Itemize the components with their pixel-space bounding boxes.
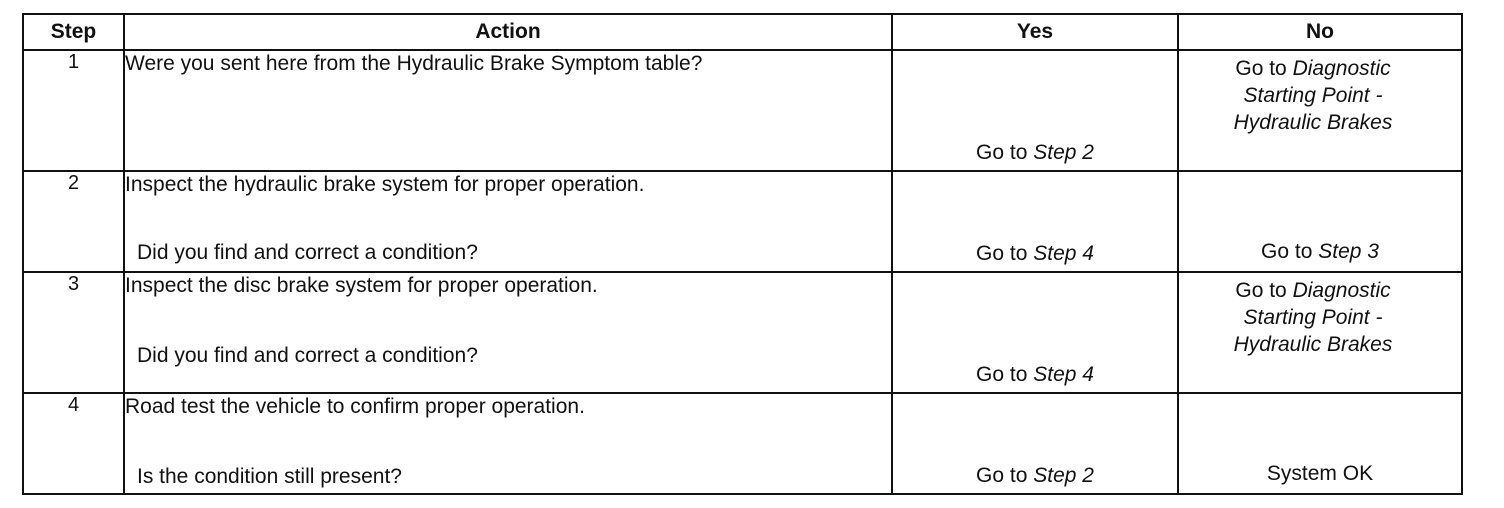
no-result (1179, 239, 1461, 265)
no-step-link[interactable]: Step 3 (1318, 240, 1379, 263)
no-cell (1178, 171, 1462, 272)
no-diagnostic-link-line1[interactable]: Diagnostic (1292, 279, 1391, 302)
table-row (23, 393, 1462, 494)
no-diagnostic-link-line2[interactable]: Starting Point - (1243, 306, 1383, 329)
table-header-row (23, 14, 1462, 50)
yes-prefix: Go to (976, 464, 1028, 487)
no-diagnostic-link-line3[interactable]: Hydraulic Brakes (1233, 333, 1393, 356)
yes-prefix: Go to (976, 141, 1028, 164)
yes-cell (892, 393, 1178, 494)
action-text: Road test the vehicle to confirm proper operation. (125, 395, 585, 418)
no-cell (1178, 50, 1462, 171)
no-cell (1178, 393, 1462, 494)
action-text: Were you sent here from the Hydraulic Brake Symptom table? (125, 52, 703, 75)
step-number: 1 (23, 50, 124, 171)
no-result (1179, 55, 1447, 136)
no-prefix: Go to (1261, 240, 1313, 263)
yes-cell (892, 171, 1178, 272)
yes-cell (892, 50, 1178, 171)
step-number: 2 (23, 171, 124, 272)
yes-result (893, 140, 1177, 166)
action-question: Did you find and correct a condition? (137, 344, 478, 367)
yes-step-link[interactable]: Step 4 (1033, 242, 1094, 265)
no-diagnostic-link-line3[interactable]: Hydraulic Brakes (1233, 111, 1393, 134)
yes-step-link[interactable]: Step 4 (1033, 363, 1094, 386)
diagnostic-table (22, 13, 1463, 495)
step-number: 3 (23, 272, 124, 393)
action-cell (124, 50, 892, 171)
yes-prefix: Go to (976, 363, 1028, 386)
yes-step-link[interactable]: Step 2 (1033, 464, 1094, 487)
yes-prefix: Go to (976, 242, 1028, 265)
no-result (1179, 277, 1447, 358)
action-cell (124, 393, 892, 494)
yes-result (893, 362, 1177, 388)
no-result: System OK (1266, 462, 1374, 485)
action-question: Is the condition still present? (137, 465, 402, 488)
header-no: No (1178, 14, 1462, 50)
no-cell (1178, 272, 1462, 393)
no-prefix: Go to (1235, 57, 1287, 80)
action-question: Did you find and correct a condition? (137, 241, 478, 264)
yes-step-link[interactable]: Step 2 (1033, 141, 1094, 164)
table-row (23, 171, 1462, 272)
no-prefix: Go to (1235, 279, 1287, 302)
header-action: Action (124, 14, 892, 50)
action-text: Inspect the disc brake system for proper operation. (125, 274, 598, 297)
header-yes: Yes (892, 14, 1178, 50)
yes-result (893, 463, 1177, 489)
action-cell (124, 272, 892, 393)
step-number: 4 (23, 393, 124, 494)
table-row (23, 272, 1462, 393)
action-cell (124, 171, 892, 272)
header-step: Step (23, 14, 124, 50)
yes-result (893, 241, 1177, 267)
yes-cell (892, 272, 1178, 393)
action-text: Inspect the hydraulic brake system for proper operation. (125, 173, 645, 196)
no-diagnostic-link-line2[interactable]: Starting Point - (1243, 84, 1383, 107)
no-diagnostic-link-line1[interactable]: Diagnostic (1292, 57, 1391, 80)
table-row (23, 50, 1462, 171)
